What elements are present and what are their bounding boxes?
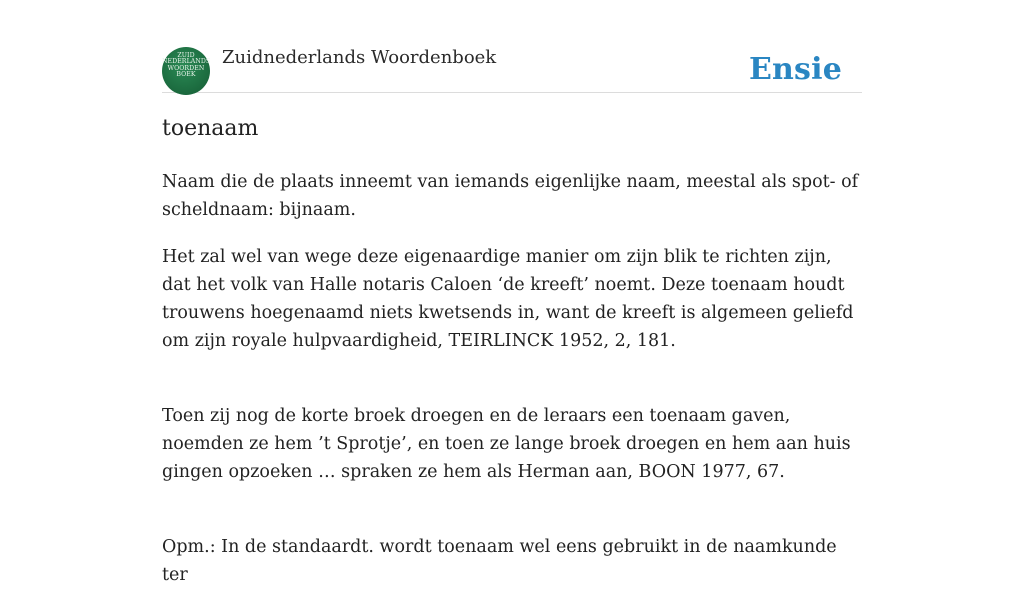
logo-line: ZUID	[177, 52, 195, 59]
paragraph-spacer	[162, 374, 862, 402]
entry-headword: toenaam	[162, 116, 259, 141]
logo-line: BOEK	[176, 71, 196, 79]
entry-body	[162, 168, 862, 608]
dictionary-name-link[interactable]: Zuidnederlands Woordenboek	[222, 47, 497, 68]
entry-definition: Naam die de plaats inneemt van iemands eigenlijke naam, meestal als spot- of scheldnaam: bijnaam.	[162, 172, 859, 220]
logo-line: WOORDEN	[167, 64, 205, 72]
entry-example-2: Toen zij nog de korte broek droegen en de leraars een toenaam gaven, noemden ze hem ’t Sprotje’, en toen ze lange broek droegen en hem aan huis gingen opzoeken … spraken ze hem als Herman aan, BOON 1977, 67.	[162, 406, 851, 482]
site-header	[162, 44, 862, 93]
entry-example-1: Het zal wel van wege deze eigenaardige manier om zijn blik te richten zijn, dat het volk van Halle notaris Caloen ‘de kreeft’ noemt. Deze toenaam houdt trouwens hoegenaamd niets kwetsends in, want de kreeft is algemeen geliefd om zijn royale hulpvaardigheid, TEIRLINCK 1952, 2, 181.	[162, 247, 854, 351]
paragraph-spacer	[162, 505, 862, 533]
logo-line: NEDERLANDS	[162, 58, 211, 66]
logo-wordmark	[162, 53, 210, 79]
ensie-logo[interactable]: Ensie	[748, 52, 842, 87]
entry-note: Opm.: In de standaardt. wordt toenaam wel eens gebruikt in de naamkunde ter	[162, 537, 837, 585]
dictionary-logo[interactable]	[162, 47, 210, 95]
